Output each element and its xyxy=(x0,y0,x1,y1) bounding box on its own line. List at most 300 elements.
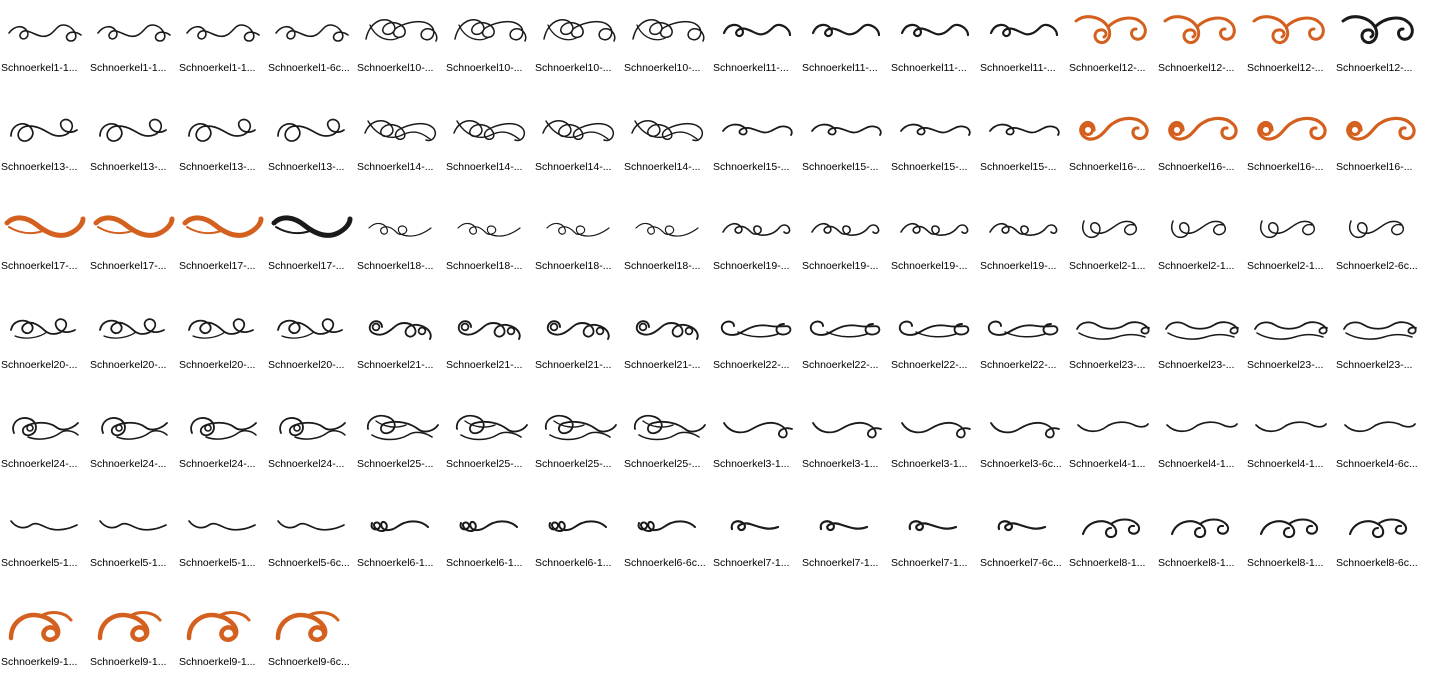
thumbnail-caption: Schnoerkel15-... xyxy=(980,161,1057,173)
chain-curl-icon xyxy=(534,495,623,557)
thumbnail-caption: Schnoerkel16-... xyxy=(1069,161,1146,173)
thumbnail-item[interactable] xyxy=(801,495,890,594)
double-bow-icon xyxy=(356,99,445,161)
thumbnail-caption: Schnoerkel22-... xyxy=(891,359,968,371)
thumbnail-caption: Schnoerkel23-... xyxy=(1247,359,1324,371)
thumbnail-item[interactable] xyxy=(979,396,1068,495)
loop-pair-icon xyxy=(1068,198,1157,260)
thumbnail-item[interactable] xyxy=(445,396,534,495)
swirl-a-icon xyxy=(89,0,178,62)
thumbnail-caption: Schnoerkel3-1... xyxy=(891,458,968,470)
thin-knot-icon xyxy=(623,198,712,260)
thumbnail-item[interactable] xyxy=(178,594,267,693)
thumbnail-caption: Schnoerkel19-... xyxy=(980,260,1057,272)
thumbnail-item[interactable] xyxy=(1157,396,1246,495)
thumbnail-item[interactable] xyxy=(1335,495,1424,594)
thick-wave-icon xyxy=(178,198,267,260)
thumbnail-caption: Schnoerkel25-... xyxy=(624,458,701,470)
thumbnail-item[interactable] xyxy=(712,495,801,594)
thumbnail-item[interactable] xyxy=(1335,99,1424,198)
spiral-hook-icon xyxy=(1068,495,1157,557)
spiral-wave-icon xyxy=(1068,0,1157,62)
small-hook-icon xyxy=(801,495,890,557)
thumbnail-item[interactable] xyxy=(1157,198,1246,297)
thumbnail-item[interactable] xyxy=(356,495,445,594)
thumbnail-caption: Schnoerkel6-1... xyxy=(446,557,523,569)
double-spiral-icon xyxy=(623,297,712,359)
thumbnail-item[interactable] xyxy=(979,297,1068,396)
thumbnail-caption: Schnoerkel1-1... xyxy=(90,62,167,74)
thumbnail-item[interactable] xyxy=(89,0,178,99)
thumbnail-item[interactable] xyxy=(445,99,534,198)
thumbnail-caption: Schnoerkel20-... xyxy=(179,359,256,371)
thumbnail-item[interactable] xyxy=(712,396,801,495)
thin-knot-icon xyxy=(445,198,534,260)
thumbnail-item[interactable] xyxy=(534,99,623,198)
thumbnail-item[interactable] xyxy=(979,495,1068,594)
thumbnail-item[interactable] xyxy=(534,396,623,495)
thumbnail-caption: Schnoerkel2-1... xyxy=(1158,260,1235,272)
long-swash-icon xyxy=(712,396,801,458)
thumbnail-caption: Schnoerkel12-... xyxy=(1069,62,1146,74)
thumbnail-caption: Schnoerkel9-6c... xyxy=(268,656,350,668)
loop-pair-icon xyxy=(1335,198,1424,260)
thumbnail-item[interactable] xyxy=(445,198,534,297)
bowtie-loop-icon xyxy=(356,0,445,62)
thumbnail-caption: Schnoerkel10-... xyxy=(535,62,612,74)
thumbnail-caption: Schnoerkel7-1... xyxy=(713,557,790,569)
thumbnail-caption: Schnoerkel8-6c... xyxy=(1336,557,1418,569)
thumbnail-caption: Schnoerkel25-... xyxy=(446,458,523,470)
thumbnail-item[interactable] xyxy=(534,297,623,396)
thumbnail-item[interactable] xyxy=(0,198,89,297)
thumbnail-item[interactable] xyxy=(623,99,712,198)
thumbnail-item[interactable] xyxy=(267,198,356,297)
thumbnail-item[interactable] xyxy=(445,495,534,594)
thumbnail-caption: Schnoerkel3-1... xyxy=(802,458,879,470)
thumbnail-item[interactable] xyxy=(623,495,712,594)
small-hook-icon xyxy=(890,495,979,557)
thumbnail-item[interactable] xyxy=(0,0,89,99)
thumbnail-item[interactable] xyxy=(445,297,534,396)
thumbnail-item[interactable] xyxy=(1335,198,1424,297)
thumbnail-caption: Schnoerkel6-6c... xyxy=(624,557,706,569)
spiral-wave-icon xyxy=(1157,0,1246,62)
thumbnail-caption: Schnoerkel15-... xyxy=(713,161,790,173)
thick-wave-icon xyxy=(267,198,356,260)
thumbnail-caption: Schnoerkel16-... xyxy=(1158,161,1235,173)
thumbnail-caption: Schnoerkel18-... xyxy=(446,260,523,272)
thumbnail-item[interactable] xyxy=(267,594,356,693)
infinity-loop-icon xyxy=(178,99,267,161)
rosette-curl-icon xyxy=(89,396,178,458)
thumbnail-caption: Schnoerkel10-... xyxy=(624,62,701,74)
thumbnail-caption: Schnoerkel12-... xyxy=(1336,62,1413,74)
thin-knot-icon xyxy=(534,198,623,260)
scroll-twist-icon xyxy=(0,297,89,359)
thumbnail-caption: Schnoerkel9-1... xyxy=(179,656,256,668)
thumbnail-item[interactable] xyxy=(979,99,1068,198)
coil-wave-icon xyxy=(1335,99,1424,161)
thumbnail-caption: Schnoerkel11-... xyxy=(980,62,1056,74)
bold-spiral-icon xyxy=(178,594,267,656)
thumbnail-item[interactable] xyxy=(890,495,979,594)
thumbnail-caption: Schnoerkel2-1... xyxy=(1069,260,1146,272)
double-spiral-icon xyxy=(445,297,534,359)
flourish-band-icon xyxy=(1246,297,1335,359)
thumbnail-item[interactable] xyxy=(89,495,178,594)
thumbnail-item[interactable] xyxy=(890,198,979,297)
thumbnail-item[interactable] xyxy=(267,0,356,99)
coil-wave-icon xyxy=(1246,99,1335,161)
thumbnail-item[interactable] xyxy=(1157,495,1246,594)
rosette-curl-icon xyxy=(0,396,89,458)
thumbnail-item[interactable] xyxy=(979,198,1068,297)
thumbnail-caption: Schnoerkel19-... xyxy=(891,260,968,272)
low-wave-icon xyxy=(1068,396,1157,458)
thumbnail-caption: Schnoerkel5-1... xyxy=(1,557,78,569)
thumbnail-caption: Schnoerkel18-... xyxy=(535,260,612,272)
thumbnail-item[interactable] xyxy=(712,99,801,198)
thumbnail-caption: Schnoerkel4-1... xyxy=(1247,458,1324,470)
wide-spiral-icon xyxy=(979,297,1068,359)
flat-wave-icon xyxy=(712,99,801,161)
thumbnail-caption: Schnoerkel13-... xyxy=(90,161,167,173)
thumbnail-caption: Schnoerkel6-1... xyxy=(535,557,612,569)
dense-knot-icon xyxy=(534,396,623,458)
double-bow-icon xyxy=(623,99,712,161)
thumbnail-caption: Schnoerkel22-... xyxy=(713,359,790,371)
bowtie-loop-icon xyxy=(534,0,623,62)
swirl-a-icon xyxy=(267,0,356,62)
thin-knot-icon xyxy=(356,198,445,260)
thumbnail-item[interactable] xyxy=(712,198,801,297)
thumbnail-caption: Schnoerkel15-... xyxy=(802,161,879,173)
flourish-band-icon xyxy=(1068,297,1157,359)
spiral-wave-icon xyxy=(1246,0,1335,62)
thumbnail-item[interactable] xyxy=(267,495,356,594)
thumbnail-item[interactable] xyxy=(623,297,712,396)
thumbnail-caption: Schnoerkel2-6c... xyxy=(1336,260,1418,272)
wave-small-icon xyxy=(801,0,890,62)
thumbnail-item[interactable] xyxy=(89,396,178,495)
thumbnail-caption: Schnoerkel15-... xyxy=(891,161,968,173)
thumbnail-item[interactable] xyxy=(178,297,267,396)
thumbnail-item[interactable] xyxy=(1157,99,1246,198)
thumbnail-caption: Schnoerkel1-1... xyxy=(179,62,256,74)
thumbnail-caption: Schnoerkel14-... xyxy=(446,161,523,173)
thumbnail-caption: Schnoerkel21-... xyxy=(624,359,701,371)
thumbnail-item[interactable] xyxy=(801,297,890,396)
thumbnail-item[interactable] xyxy=(356,0,445,99)
thumbnail-item[interactable] xyxy=(890,0,979,99)
spiral-wave-icon xyxy=(1335,0,1424,62)
infinity-loop-icon xyxy=(89,99,178,161)
bold-spiral-icon xyxy=(267,594,356,656)
chain-curl-icon xyxy=(623,495,712,557)
thumbnail-caption: Schnoerkel13-... xyxy=(1,161,78,173)
thumbnail-item[interactable] xyxy=(0,495,89,594)
chain-curl-icon xyxy=(445,495,534,557)
thumbnail-caption: Schnoerkel5-1... xyxy=(90,557,167,569)
long-swash-icon xyxy=(890,396,979,458)
chain-curl-icon xyxy=(356,495,445,557)
thumbnail-caption: Schnoerkel23-... xyxy=(1158,359,1235,371)
spiral-hook-icon xyxy=(1157,495,1246,557)
thumbnail-caption: Schnoerkel8-1... xyxy=(1247,557,1324,569)
thumbnail-item[interactable] xyxy=(1246,99,1335,198)
thumbnail-caption: Schnoerkel7-1... xyxy=(802,557,879,569)
thumbnail-caption: Schnoerkel20-... xyxy=(1,359,78,371)
thumbnail-caption: Schnoerkel19-... xyxy=(802,260,879,272)
thumbnail-caption: Schnoerkel3-6c... xyxy=(980,458,1062,470)
thumbnail-caption: Schnoerkel1-1... xyxy=(1,62,78,74)
thumbnail-item[interactable] xyxy=(1246,0,1335,99)
triple-curl-icon xyxy=(712,198,801,260)
swirl-a-icon xyxy=(0,0,89,62)
thumbnail-item[interactable] xyxy=(1246,198,1335,297)
thumbnail-item[interactable] xyxy=(1068,99,1157,198)
dense-knot-icon xyxy=(445,396,534,458)
thumbnail-caption: Schnoerkel24-... xyxy=(179,458,256,470)
scroll-twist-icon xyxy=(267,297,356,359)
small-hook-icon xyxy=(712,495,801,557)
thumbnail-caption: Schnoerkel16-... xyxy=(1336,161,1413,173)
rosette-curl-icon xyxy=(267,396,356,458)
scroll-twist-icon xyxy=(178,297,267,359)
scroll-twist-icon xyxy=(89,297,178,359)
thumbnail-item[interactable] xyxy=(623,396,712,495)
loop-pair-icon xyxy=(1246,198,1335,260)
wide-spiral-icon xyxy=(712,297,801,359)
thumbnail-caption: Schnoerkel22-... xyxy=(802,359,879,371)
thumbnail-item[interactable] xyxy=(890,297,979,396)
thumbnail-caption: Schnoerkel11-... xyxy=(891,62,967,74)
thumbnail-item[interactable] xyxy=(1068,495,1157,594)
thumbnail-item[interactable] xyxy=(356,99,445,198)
thumbnail-caption: Schnoerkel13-... xyxy=(179,161,256,173)
swirl-a-icon xyxy=(178,0,267,62)
triple-curl-icon xyxy=(890,198,979,260)
double-spiral-icon xyxy=(534,297,623,359)
flourish-band-icon xyxy=(1157,297,1246,359)
double-bow-icon xyxy=(445,99,534,161)
thumbnail-item[interactable] xyxy=(1335,297,1424,396)
thumbnail-item[interactable] xyxy=(267,396,356,495)
thumbnail-item[interactable] xyxy=(712,0,801,99)
thumbnail-caption: Schnoerkel4-1... xyxy=(1158,458,1235,470)
thumbnail-caption: Schnoerkel6-1... xyxy=(357,557,434,569)
thumbnail-caption: Schnoerkel22-... xyxy=(980,359,1057,371)
thumbnail-caption: Schnoerkel2-1... xyxy=(1247,260,1324,272)
thumbnail-item[interactable] xyxy=(534,198,623,297)
loop-pair-icon xyxy=(1157,198,1246,260)
flat-wave-icon xyxy=(979,99,1068,161)
thumbnail-item[interactable] xyxy=(0,297,89,396)
thumbnail-caption: Schnoerkel9-1... xyxy=(1,656,78,668)
thumbnail-item[interactable] xyxy=(890,396,979,495)
infinity-loop-icon xyxy=(267,99,356,161)
spiral-hook-icon xyxy=(1335,495,1424,557)
thumbnail-caption: Schnoerkel14-... xyxy=(535,161,612,173)
thumbnail-caption: Schnoerkel11-... xyxy=(713,62,789,74)
thumbnail-item[interactable] xyxy=(267,297,356,396)
thumbnail-item[interactable] xyxy=(0,396,89,495)
thumbnail-caption: Schnoerkel5-6c... xyxy=(268,557,350,569)
double-spiral-icon xyxy=(356,297,445,359)
bold-spiral-icon xyxy=(0,594,89,656)
thumbnail-item[interactable] xyxy=(356,297,445,396)
thumbnail-caption: Schnoerkel21-... xyxy=(535,359,612,371)
thick-wave-icon xyxy=(89,198,178,260)
thumbnail-caption: Schnoerkel8-1... xyxy=(1158,557,1235,569)
thumbnail-item[interactable] xyxy=(801,396,890,495)
thumbnail-caption: Schnoerkel23-... xyxy=(1336,359,1413,371)
thumbnail-caption: Schnoerkel24-... xyxy=(1,458,78,470)
thumbnail-caption: Schnoerkel25-... xyxy=(357,458,434,470)
thumbnail-item[interactable] xyxy=(89,594,178,693)
thumbnail-caption: Schnoerkel25-... xyxy=(535,458,612,470)
thumbnail-caption: Schnoerkel8-1... xyxy=(1069,557,1146,569)
thumbnail-caption: Schnoerkel5-1... xyxy=(179,557,256,569)
thumbnail-caption: Schnoerkel10-... xyxy=(357,62,434,74)
low-wave-icon xyxy=(1246,396,1335,458)
flourish-band-icon xyxy=(1335,297,1424,359)
thumbnail-item[interactable] xyxy=(1335,396,1424,495)
bold-spiral-icon xyxy=(89,594,178,656)
spiral-hook-icon xyxy=(1246,495,1335,557)
thumbnail-caption: Schnoerkel12-... xyxy=(1247,62,1324,74)
thumbnail-item[interactable] xyxy=(1068,297,1157,396)
low-wave-icon xyxy=(1157,396,1246,458)
thumbnail-caption: Schnoerkel24-... xyxy=(268,458,345,470)
s-curve-icon xyxy=(0,495,89,557)
thumbnail-item[interactable] xyxy=(445,0,534,99)
thumbnail-caption: Schnoerkel20-... xyxy=(90,359,167,371)
thumbnail-item[interactable] xyxy=(89,99,178,198)
thumbnail-item[interactable] xyxy=(178,198,267,297)
infinity-loop-icon xyxy=(0,99,89,161)
thumbnail-item[interactable] xyxy=(801,99,890,198)
thumbnail-item[interactable] xyxy=(534,495,623,594)
wide-spiral-icon xyxy=(890,297,979,359)
thumbnail-item[interactable] xyxy=(1157,297,1246,396)
thumbnail-caption: Schnoerkel10-... xyxy=(446,62,523,74)
thumbnail-item[interactable] xyxy=(1068,396,1157,495)
thumbnail-caption: Schnoerkel17-... xyxy=(179,260,256,272)
thumbnail-caption: Schnoerkel23-... xyxy=(1069,359,1146,371)
thick-wave-icon xyxy=(0,198,89,260)
s-curve-icon xyxy=(178,495,267,557)
dense-knot-icon xyxy=(623,396,712,458)
thumbnail-item[interactable] xyxy=(356,198,445,297)
thumbnail-item[interactable] xyxy=(801,0,890,99)
thumbnail-caption: Schnoerkel14-... xyxy=(357,161,434,173)
low-wave-icon xyxy=(1335,396,1424,458)
thumbnail-item[interactable] xyxy=(178,396,267,495)
thumbnail-item[interactable] xyxy=(356,396,445,495)
thumbnail-item[interactable] xyxy=(178,0,267,99)
thumbnail-caption: Schnoerkel17-... xyxy=(90,260,167,272)
thumbnail-caption: Schnoerkel19-... xyxy=(713,260,790,272)
thumbnail-caption: Schnoerkel20-... xyxy=(268,359,345,371)
bowtie-loop-icon xyxy=(445,0,534,62)
thumbnail-caption: Schnoerkel24-... xyxy=(90,458,167,470)
thumbnail-item[interactable] xyxy=(623,198,712,297)
thumbnail-item[interactable] xyxy=(1246,396,1335,495)
thumbnail-item[interactable] xyxy=(1335,0,1424,99)
thumbnail-caption: Schnoerkel3-1... xyxy=(713,458,790,470)
thumbnail-item[interactable] xyxy=(801,198,890,297)
thumbnail-item[interactable] xyxy=(178,495,267,594)
thumbnail-item[interactable] xyxy=(1068,198,1157,297)
thumbnail-item[interactable] xyxy=(0,99,89,198)
wave-small-icon xyxy=(979,0,1068,62)
coil-wave-icon xyxy=(1068,99,1157,161)
thumbnail-caption: Schnoerkel14-... xyxy=(624,161,701,173)
thumbnail-caption: Schnoerkel11-... xyxy=(802,62,878,74)
thumbnail-item[interactable] xyxy=(712,297,801,396)
thumbnail-item[interactable] xyxy=(1157,0,1246,99)
thumbnail-item[interactable] xyxy=(178,99,267,198)
thumbnail-item[interactable] xyxy=(267,99,356,198)
thumbnail-caption: Schnoerkel21-... xyxy=(446,359,523,371)
wide-spiral-icon xyxy=(801,297,890,359)
thumbnail-item[interactable] xyxy=(623,0,712,99)
flat-wave-icon xyxy=(801,99,890,161)
thumbnail-item[interactable] xyxy=(1068,0,1157,99)
wave-small-icon xyxy=(712,0,801,62)
thumbnail-item[interactable] xyxy=(534,0,623,99)
thumbnail-caption: Schnoerkel16-... xyxy=(1247,161,1324,173)
coil-wave-icon xyxy=(1157,99,1246,161)
thumbnail-caption: Schnoerkel17-... xyxy=(1,260,78,272)
thumbnail-caption: Schnoerkel7-6c... xyxy=(980,557,1062,569)
thumbnail-item[interactable] xyxy=(1246,297,1335,396)
thumbnail-caption: Schnoerkel21-... xyxy=(357,359,434,371)
thumbnail-caption: Schnoerkel4-6c... xyxy=(1336,458,1418,470)
thumbnail-item[interactable] xyxy=(979,0,1068,99)
small-hook-icon xyxy=(979,495,1068,557)
triple-curl-icon xyxy=(801,198,890,260)
thumbnail-caption: Schnoerkel12-... xyxy=(1158,62,1235,74)
thumbnail-caption: Schnoerkel7-1... xyxy=(891,557,968,569)
thumbnail-caption: Schnoerkel1-6c... xyxy=(268,62,350,74)
long-swash-icon xyxy=(979,396,1068,458)
thumbnail-caption: Schnoerkel17-... xyxy=(268,260,345,272)
s-curve-icon xyxy=(267,495,356,557)
s-curve-icon xyxy=(89,495,178,557)
thumbnail-caption: Schnoerkel18-... xyxy=(357,260,434,272)
dense-knot-icon xyxy=(356,396,445,458)
long-swash-icon xyxy=(801,396,890,458)
thumbnail-item[interactable] xyxy=(0,594,89,693)
thumbnail-item[interactable] xyxy=(89,297,178,396)
thumbnail-item[interactable] xyxy=(890,99,979,198)
rosette-curl-icon xyxy=(178,396,267,458)
thumbnail-item[interactable] xyxy=(89,198,178,297)
double-bow-icon xyxy=(534,99,623,161)
thumbnail-caption: Schnoerkel4-1... xyxy=(1069,458,1146,470)
triple-curl-icon xyxy=(979,198,1068,260)
flat-wave-icon xyxy=(890,99,979,161)
thumbnail-item[interactable] xyxy=(1246,495,1335,594)
thumbnail-caption: Schnoerkel9-1... xyxy=(90,656,167,668)
thumbnail-caption: Schnoerkel13-... xyxy=(268,161,345,173)
bowtie-loop-icon xyxy=(623,0,712,62)
wave-small-icon xyxy=(890,0,979,62)
thumbnail-caption: Schnoerkel18-... xyxy=(624,260,701,272)
